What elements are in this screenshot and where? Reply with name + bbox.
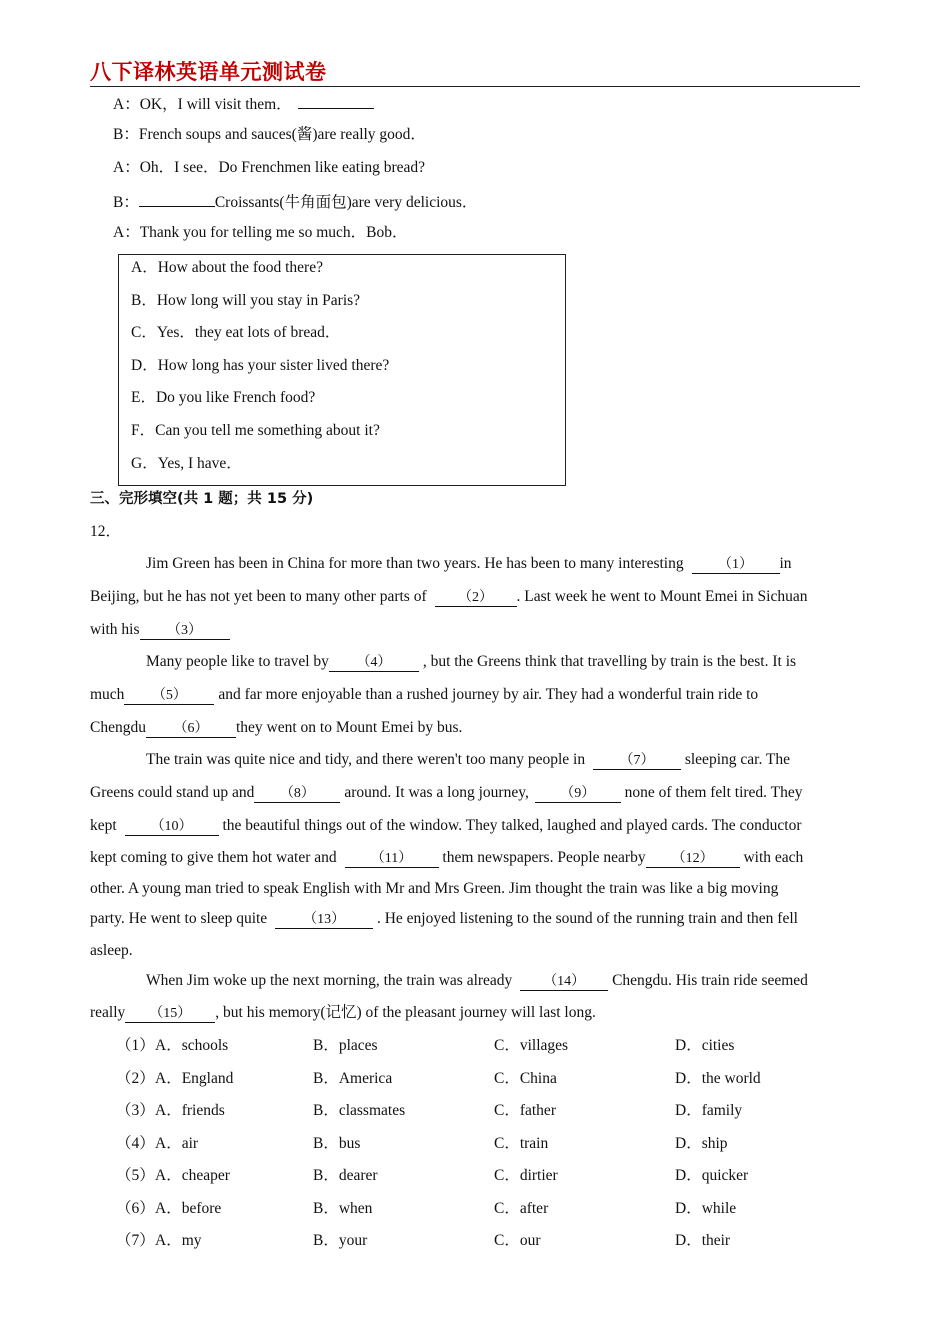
passage-line: with his （3） (90, 620, 230, 640)
choice-c[interactable]: C．China (494, 1070, 557, 1087)
choice-number: （7） (116, 1232, 155, 1249)
choice-number: （5） (116, 1167, 155, 1184)
passage-line: Chengdu （6） they went on to Mount Emei by bus. (90, 719, 463, 736)
choice-b[interactable]: B．classmates (313, 1102, 406, 1119)
passage-line: kept coming to give them hot water and （11） them newspapers. People nearby （12） with each (90, 849, 804, 866)
section-heading: 三、完形填空(共 1 题；共 15 分) (90, 491, 314, 507)
choice-c[interactable]: C．dirtier (494, 1167, 558, 1184)
passage-line: Greens could stand up and （8） around. It was a long journey, （9） none of them felt tired. They (90, 784, 803, 801)
blank-8[interactable]: （8） (254, 786, 340, 803)
option-item: E．Do you like French food? (131, 389, 316, 406)
passage-line: really （15） , but his memory(记忆) of the pleasant journey will last long. (90, 1004, 596, 1021)
choice-d[interactable]: D．family (675, 1102, 743, 1119)
passage-line: Jim Green has been in China for more than two years. He has been to many interesting （1） in (146, 555, 792, 572)
passage-line: other. A young man tried to speak English with Mr and Mrs Green. Jim thought the train was like a big moving (90, 880, 779, 897)
passage-line: much （5） and far more enjoyable than a rushed journey by air. They had a wonderful train ride to (90, 686, 759, 703)
answer-blank[interactable] (139, 190, 215, 207)
passage-line: Many people like to travel by （4） , but the Greens think that travelling by train is the best. It is (146, 653, 797, 670)
choice-a[interactable]: A．my (155, 1232, 202, 1249)
page-header (90, 52, 860, 87)
answer-blank[interactable] (298, 92, 374, 109)
choice-a[interactable]: A．before (155, 1200, 222, 1217)
dialogue-line: A：OK，I will visit them． (113, 92, 374, 115)
blank-14[interactable]: （14） (520, 974, 608, 991)
choice-c[interactable]: C．after (494, 1200, 549, 1217)
choice-number: （1） (116, 1037, 155, 1054)
option-item: G．Yes, I have． (131, 455, 242, 472)
blank-11[interactable]: （11） (345, 851, 439, 868)
option-item: A．How about the food there? (131, 259, 323, 276)
choice-b[interactable]: B．bus (313, 1135, 361, 1152)
choice-a[interactable]: A．cheaper (155, 1167, 230, 1184)
choice-a[interactable]: A．schools (155, 1037, 229, 1054)
choice-c[interactable]: C．our (494, 1232, 541, 1249)
choice-b[interactable]: B．your (313, 1232, 368, 1249)
choice-number: （6） (116, 1200, 155, 1217)
dialogue-line: B：French soups and sauces(酱)are really good． (113, 126, 426, 143)
choice-d[interactable]: D．the world (675, 1070, 761, 1087)
choice-d[interactable]: D．ship (675, 1135, 728, 1152)
option-item: F．Can you tell me something about it? (131, 422, 380, 439)
choice-c[interactable]: C．train (494, 1135, 549, 1152)
option-item: C．Yes．they eat lots of bread． (131, 324, 341, 341)
choice-a[interactable]: A．air (155, 1135, 199, 1152)
passage-line: The train was quite nice and tidy, and there weren't too many people in （7） sleeping car. The (146, 751, 791, 768)
dialogue-line: A：Oh．I see．Do Frenchmen like eating bread? (113, 159, 426, 176)
blank-3[interactable]: （3） (140, 623, 230, 640)
choice-number: （3） (116, 1102, 155, 1119)
choice-b[interactable]: B．places (313, 1037, 378, 1054)
choice-number: （2） (116, 1070, 155, 1087)
blank-1[interactable]: （1） (692, 557, 780, 574)
blank-5[interactable]: （5） (124, 688, 214, 705)
choice-c[interactable]: C．villages (494, 1037, 569, 1054)
passage-line: kept （10） the beautiful things out of the window. They talked, laughed and played cards. The conductor (90, 817, 802, 834)
choice-b[interactable]: B．when (313, 1200, 373, 1217)
choice-b[interactable]: B．America (313, 1070, 393, 1087)
blank-6[interactable]: （6） (146, 721, 236, 738)
blank-7[interactable]: （7） (593, 753, 681, 770)
passage-line: party. He went to sleep quite （13） . He enjoyed listening to the sound of the running train and then fell (90, 910, 798, 927)
choice-a[interactable]: A．friends (155, 1102, 225, 1119)
blank-9[interactable]: （9） (535, 786, 621, 803)
blank-13[interactable]: （13） (275, 912, 373, 929)
blank-10[interactable]: （10） (125, 819, 219, 836)
passage-line: When Jim woke up the next morning, the train was already （14） Chengdu. His train ride seemed (146, 972, 808, 989)
option-item: D．How long has your sister lived there? (131, 357, 390, 374)
dialogue-line: B： Croissants(牛角面包)are very delicious． (113, 190, 477, 213)
choice-d[interactable]: D．their (675, 1232, 731, 1249)
choice-c[interactable]: C．father (494, 1102, 556, 1119)
blank-15[interactable]: （15） (125, 1006, 215, 1023)
dialogue-line: A：Thank you for telling me so much．Bob． (113, 224, 408, 241)
document-title: 八下译林英语单元测试卷 (90, 60, 327, 84)
blank-2[interactable]: （2） (435, 590, 517, 607)
question-number: 12． (90, 523, 122, 540)
passage-line: Beijing, but he has not yet been to many other parts of （2） . Last week he went to Mount Emei in Sichuan (90, 588, 808, 605)
choice-b[interactable]: B．dearer (313, 1167, 378, 1184)
blank-4[interactable]: （4） (329, 655, 419, 672)
option-item: B．How long will you stay in Paris? (131, 292, 361, 309)
choice-a[interactable]: A．England (155, 1070, 234, 1087)
choice-number: （4） (116, 1135, 155, 1152)
blank-12[interactable]: （12） (646, 851, 740, 868)
choice-d[interactable]: D．while (675, 1200, 737, 1217)
passage-line: asleep. (90, 942, 133, 959)
choice-d[interactable]: D．quicker (675, 1167, 749, 1184)
choice-d[interactable]: D．cities (675, 1037, 735, 1054)
